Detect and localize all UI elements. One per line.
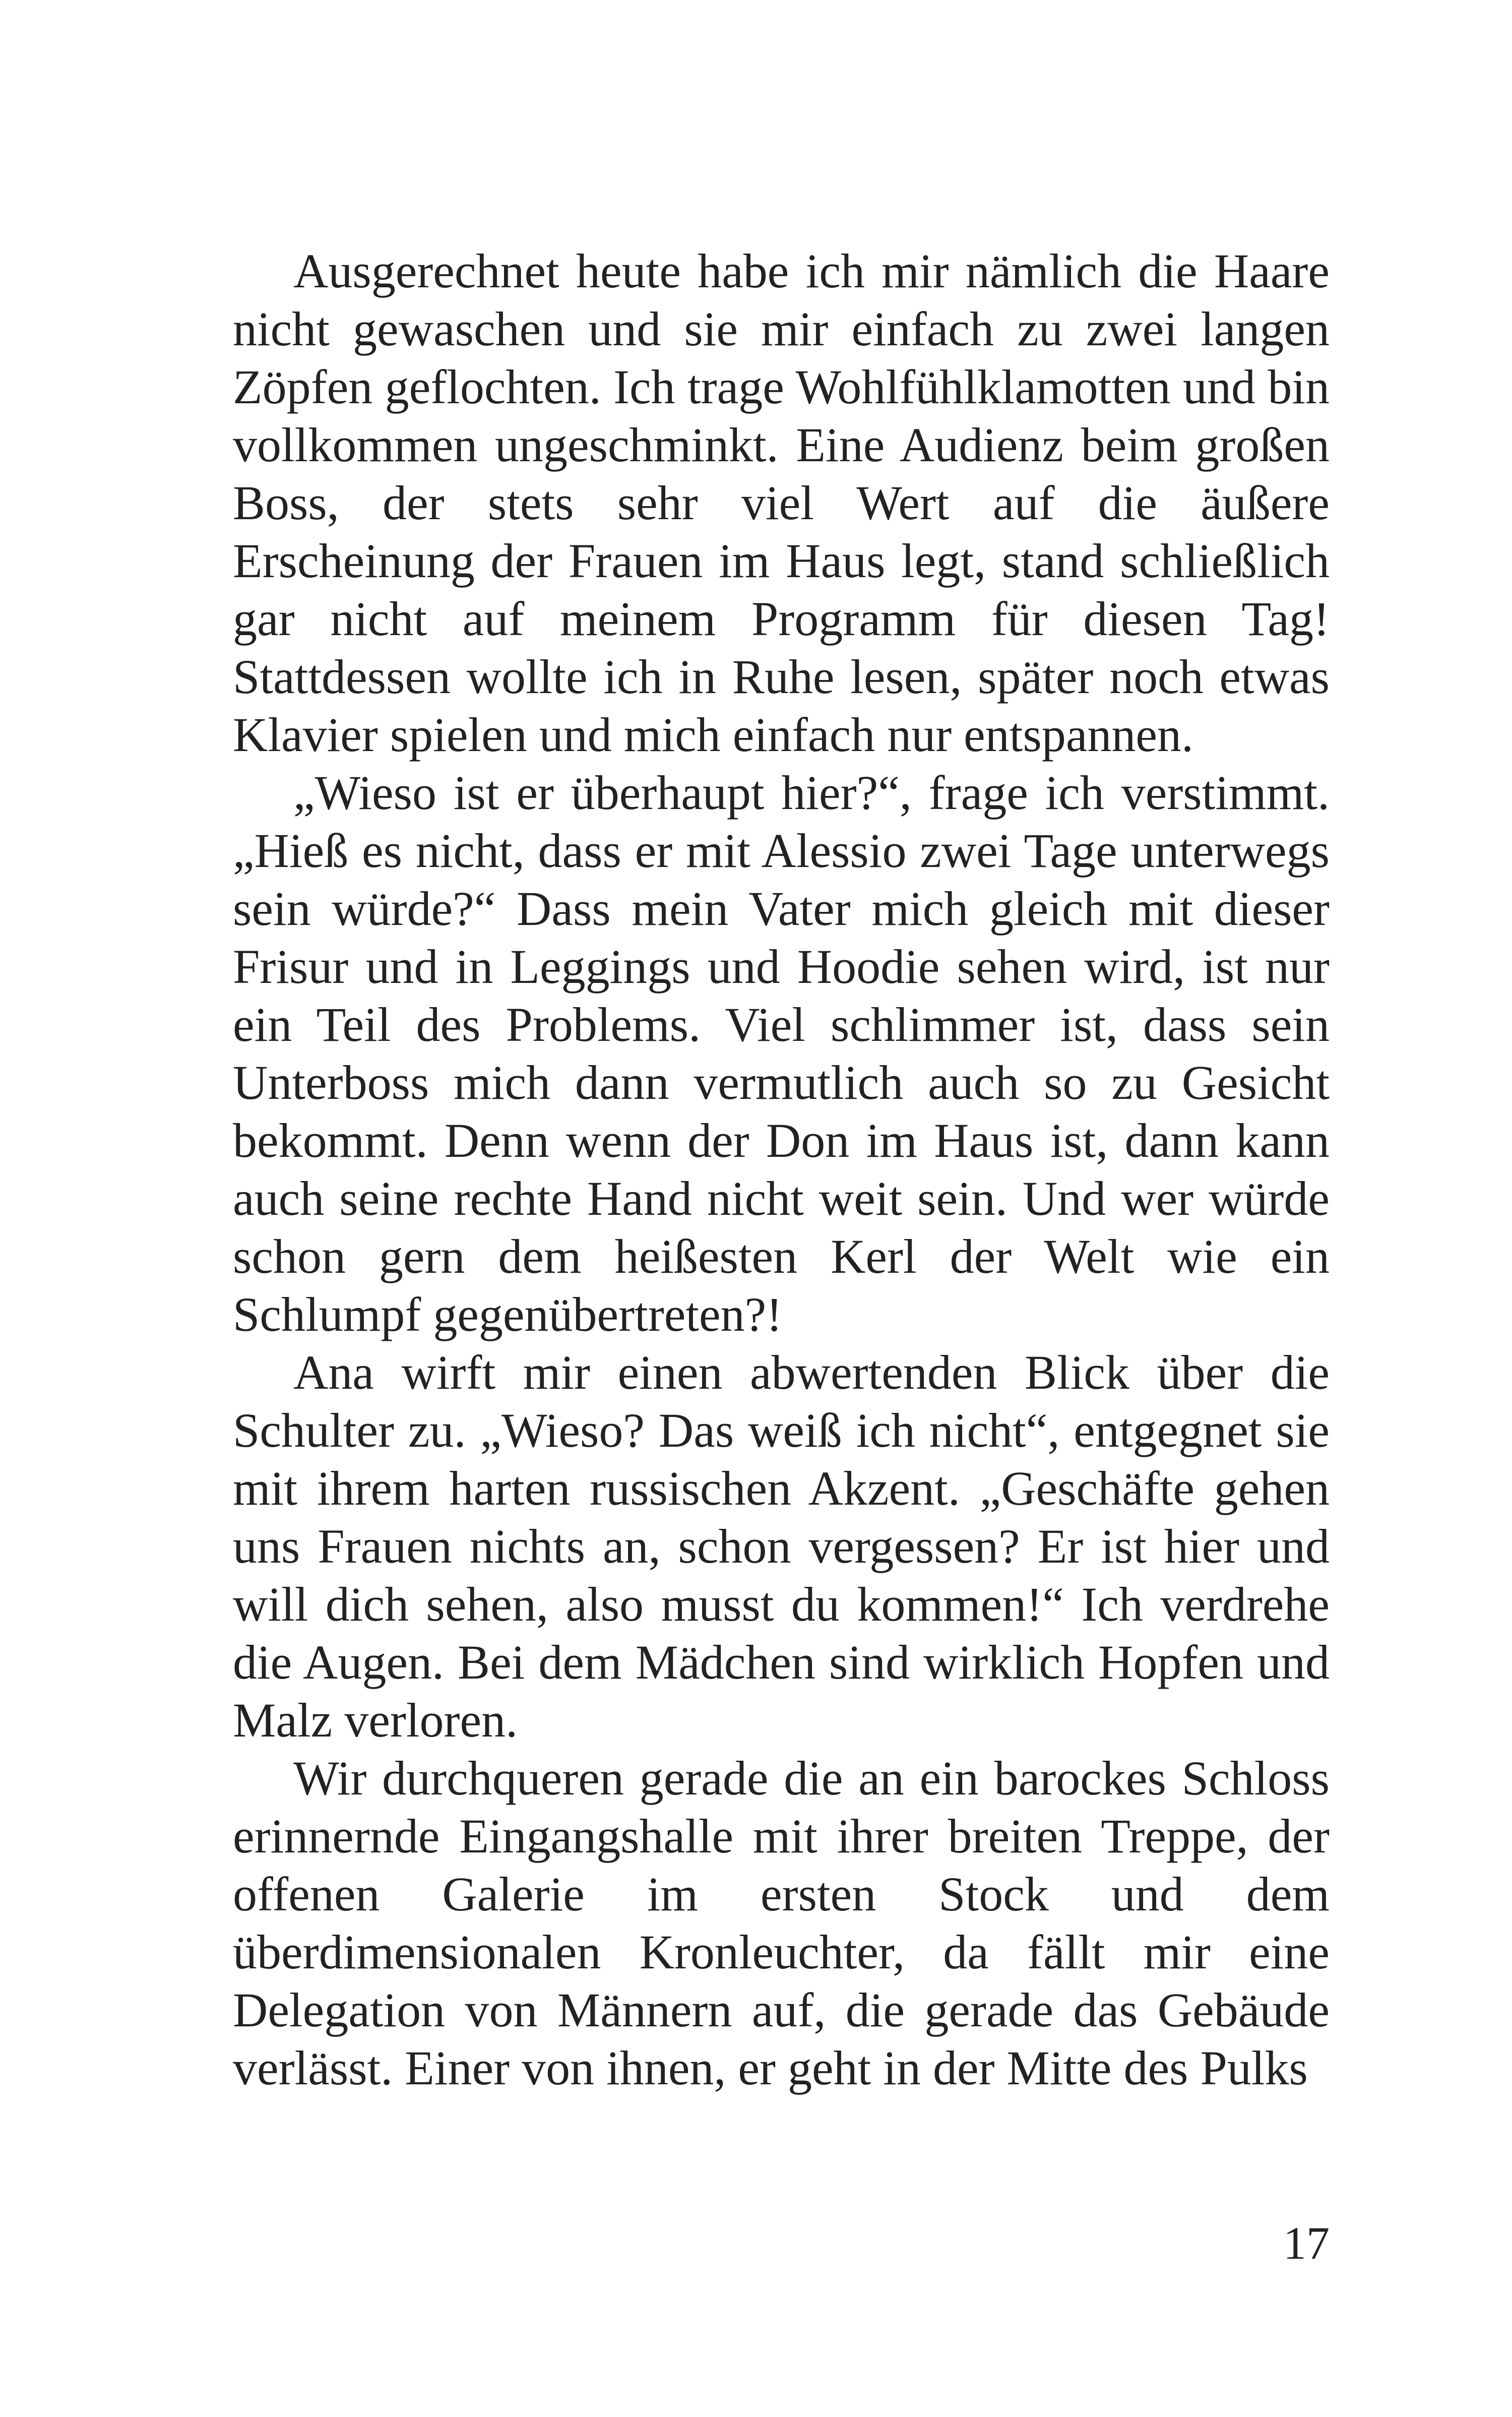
paragraph: Ausgerechnet heute habe ich mir nämlich die Haare nicht gewaschen und sie mir einfach zu zwei langen Zöpfen geflochten. Ich trage Wohlfühlklamotten und bin vollkommen ungeschminkt. Eine Audienz beim großen Boss, der stets sehr viel Wert auf die äußere Erscheinung der Frauen im Haus legt, stand schließlich gar nicht auf meinem Programm für diesen Tag! Stattdessen wollte ich in Ruhe lesen, später noch etwas Klavier spielen und mich einfach nur entspannen. (233, 244, 1330, 762)
paragraph: Ana wirft mir einen abwertenden Blick über die Schulter zu. „Wieso? Das weiß ich nicht“, entgegnet sie mit ihrem harten russischen Akzent. „Geschäfte gehen uns Frauen nichts an, schon vergessen? Er ist hier und will dich sehen, also musst du kommen!“ Ich verdrehe die Augen. Bei dem Mädchen sind wirklich Hopfen und Malz verloren. (233, 1345, 1330, 1747)
body-text (233, 242, 1330, 2097)
page-number: 17 (1283, 2217, 1330, 2269)
paragraph: „Wieso ist er überhaupt hier?“, frage ich verstimmt. „Hieß es nicht, dass er mit Alessio zwei Tage unterwegs sein würde?“ Dass mein Vater mich gleich mit dieser Frisur und in Leggings und Hoodie sehen wird, ist nur ein Teil des Problems. Viel schlimmer ist, dass sein Unterboss mich dann vermutlich auch so zu Gesicht bekommt. Denn wenn der Don im Haus ist, dann kann auch seine rechte Hand nicht weit sein. Und wer würde schon gern dem heißesten Kerl der Welt wie ein Schlumpf gegenübertreten?! (233, 766, 1330, 1341)
paragraph: Wir durchqueren gerade die an ein barockes Schloss erinnernde Eingangshalle mit ihrer breiten Treppe, der offenen Galerie im ersten Stock und dem überdimensionalen Kronleuchter, da fällt mir eine Delegation von Männern auf, die gerade das Gebäude verlässt. Einer von ihnen, er geht in der Mitte des Pulks (233, 1751, 1330, 2095)
